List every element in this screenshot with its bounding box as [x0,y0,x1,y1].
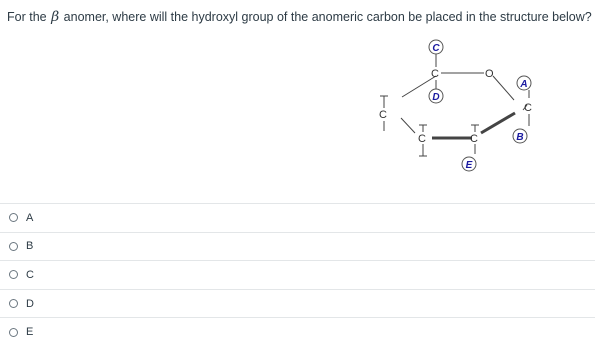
position-label-d-text: D [432,92,440,103]
position-label-c [429,40,443,54]
answer-option-b[interactable] [0,232,595,261]
question-prefix: For the [7,10,47,24]
radio-button-c[interactable] [9,270,18,279]
ring-carbon-bottom-left: C [418,133,426,145]
radio-button-b[interactable] [9,242,18,251]
position-label-e [462,157,476,171]
radio-button-d[interactable] [9,299,18,308]
answer-label: D [26,297,34,310]
question-suffix: anomer, where will the hydroxyl group of the anomeric carbon be placed in the structure below? [63,10,592,24]
position-label-a [517,76,531,90]
position-label-a-text: A [520,79,528,90]
answer-option-d[interactable] [0,289,595,318]
position-label-e-text: E [465,160,473,171]
answer-label: C [26,268,34,281]
ring-carbon-left: C [379,109,387,121]
ring-carbon-right: C [524,102,532,114]
radio-button-e[interactable] [9,328,18,337]
answer-option-a[interactable] [0,203,595,232]
answer-option-e[interactable] [0,317,595,346]
answer-label: E [26,326,34,339]
position-label-b-text: B [516,132,524,143]
answer-list [0,203,595,346]
beta-symbol: β [51,9,60,25]
ring-carbon-bottom-right: C [470,133,478,145]
haworth-ring-diagram [360,36,560,181]
ring-oxygen: O [485,68,494,80]
answer-label: A [26,211,34,224]
ring-carbon-top: C [431,68,439,80]
position-label-c-text: C [432,43,440,54]
position-label-b [513,129,527,143]
answer-option-c[interactable] [0,260,595,289]
radio-button-a[interactable] [9,213,18,222]
answer-label: B [26,240,34,253]
position-label-d [429,89,443,103]
question-text [7,9,592,25]
